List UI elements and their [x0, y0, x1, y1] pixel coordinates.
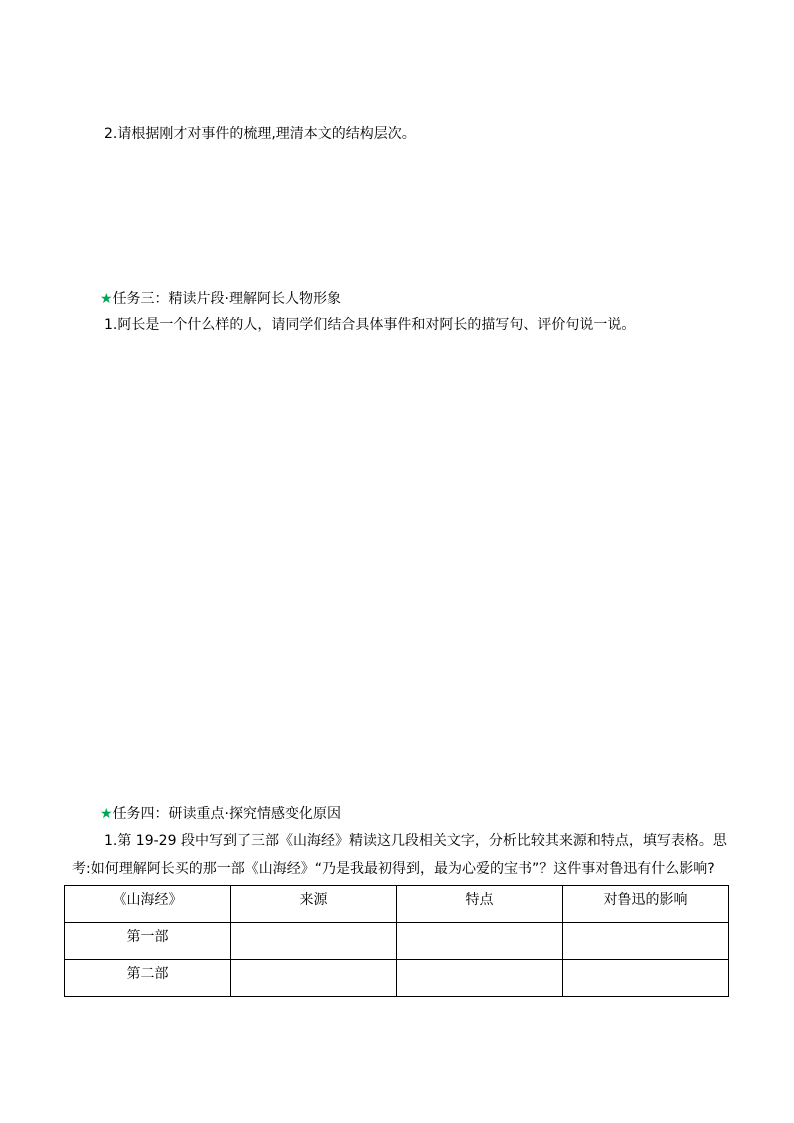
answer-cell-features[interactable] [397, 923, 563, 960]
row-label-second: 第二部 [65, 960, 231, 997]
header-cell-features: 特点 [397, 886, 563, 923]
header-cell-book: 《山海经》 [65, 886, 231, 923]
star-icon: ★ [100, 291, 113, 307]
task4-question-1-line-2: 考:如何理解阿长买的那一部《山海经》“乃是我最初得到，最为心爱的宝书”？这件事对鲁迅有什么影响? [72, 861, 715, 877]
answer-cell-influence[interactable] [563, 923, 729, 960]
task3-question-1: 1.阿长是一个什么样的人，请同学们结合具体事件和对阿长的描写句、评价句说一说。 [104, 317, 636, 333]
table-header-row [65, 886, 729, 923]
star-icon: ★ [100, 806, 113, 822]
table-row [65, 923, 729, 960]
table-row [65, 960, 729, 997]
task4-title-text: 任务四：研读重点·探究情感变化原因 [112, 806, 342, 822]
task4-heading [100, 804, 341, 824]
answer-cell-influence[interactable] [563, 960, 729, 997]
task3-title-text: 任务三：精读片段·理解阿长人物形象 [112, 291, 342, 307]
shanhaijing-comparison-table [64, 885, 729, 997]
answer-cell-features[interactable] [397, 960, 563, 997]
task3-heading [100, 289, 341, 309]
answer-cell-source[interactable] [231, 923, 397, 960]
task4-question-1-line-1: 1.第 19-29 段中写到了三部《山海经》精读这几段相关文字，分析比较其来源和特点，填写表格。思 [104, 833, 727, 849]
header-cell-influence: 对鲁迅的影响 [563, 886, 729, 923]
answer-cell-source[interactable] [231, 960, 397, 997]
header-cell-source: 来源 [231, 886, 397, 923]
row-label-first: 第一部 [65, 923, 231, 960]
question-2-structure: 2.请根据刚才对事件的梳理,理清本文的结构层次。 [104, 126, 416, 142]
